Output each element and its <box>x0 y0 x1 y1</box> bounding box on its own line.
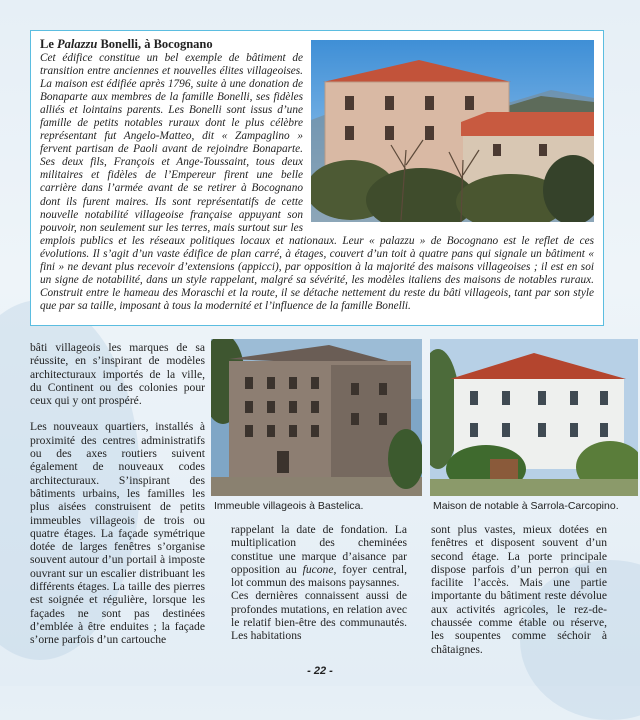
box-title: Le Palazzu Bonelli, à Bocognano <box>40 37 213 51</box>
bastelica-building-photo <box>211 339 422 496</box>
paragraph: Les nouveaux quartiers, installés à proximité des centres administratifs ou des axes routiers suivent également de nouveaux codes architecturaux. S’inspirant des bâtiments urbains, les familles les plus aisées construisent de petits immeubles villageois de trois ou quatre étages. La façade symétrique dotée de larges fenêtres s’organise souvent autour d’un portail à imposte ouvrant sur un escalier distribuant les différents étages. La taille des pierres est soignée et régulière, lorsque les façades ne sont pas destinées d’emblée à être enduites ; la façade s’orne parfois d’un cartouche <box>30 420 205 647</box>
info-box <box>30 30 604 326</box>
sarrola-house-photo <box>430 339 638 496</box>
box-text: Cet édifice constitue un bel exemple de bâtiment de transition entre anciennes et nouvelles élites villageoises. La maison est édifiée après 1796, suite à une donation de Bonaparte aux membres de la famille Bonelli, ses fidèles alliés et lointains parents. Les Bonelli sont issus d’une famille de petits notables ruraux dont le plus célèbre représentant fut Angelo-Matteo, dit « Zampaglino » fervent partisan de Paoli avant de rejoindre Bonaparte. Ses deux fils, François et Ange-Toussaint, tous deux militaires et fidèles de l’Empereur firent une belle carrière dans l’armée avant de se retirer à Bocognano dont ils furent maires. Ils sont représentatifs de cette nouvelle notabilité villageoise française appuyant son pouvoir, non seulement sur les terres, mais surtout sur les emplois publics et les réseaux politiques locaux et nationaux. Leur « palazzu » de Bocognano est le reflet de ces évolutions. Il s’agit d’un vaste édifice de plan carré, à étages, couvert d’un toit à quatre pans qui signale un bâtiment « fini » ne devant plus recevoir d’extensions (appicci), par opposition à la majorité des maisons villageoises ; il est en soi un signe de notabilité, dans un style rappelant, malgré sa sévérité, les modèles italiens des maisons de notables ruraux. Construit entre le hameau des Moraschi et la route, il se détache nettement du reste du bâti villageois, tant par son style que par sa taille, imposant à tous la modernité et l’influence de la famille Bonelli. <box>40 52 594 312</box>
text-column-1 <box>30 341 205 647</box>
paragraph: Ces dernières connaissent aussi de profondes mutations, en relation avec le relatif bien-être des communautés. Les habitations <box>231 589 407 643</box>
page-number: - 22 - <box>307 665 333 677</box>
text-column-3 <box>431 523 607 656</box>
palazzu-bonelli-photo <box>311 40 594 222</box>
bastelica-caption: Immeuble villageois à Bastelica. <box>214 500 364 512</box>
paragraph: sont plus vastes, mieux dotées en fenêtres et disposent souvent d’un second étage. La porte principale dispose parfois d’un perron qui en facilite l’accès. Mais une partie importante du bâtiment reste dévolue aux activités agricoles, le rez-de-chaussée comme étable ou réserve, les soupentes comme séchoir à châtaignes. <box>431 523 607 656</box>
paragraph: bâti villageois les marques de sa réussite, en s’inspirant de modèles architecturaux importés de la ville, du Continent ou des colonies pour ceux qui y ont prospéré. <box>30 341 205 408</box>
text-column-2 <box>231 523 407 643</box>
sarrola-caption: Maison de notable à Sarrola-Carcopino. <box>433 500 619 512</box>
paragraph: rappelant la date de fondation. La multiplication des cheminées constitue une marque d’aisance par opposition au fucone, foyer central, lot commun des maisons paysannes. <box>231 523 407 590</box>
